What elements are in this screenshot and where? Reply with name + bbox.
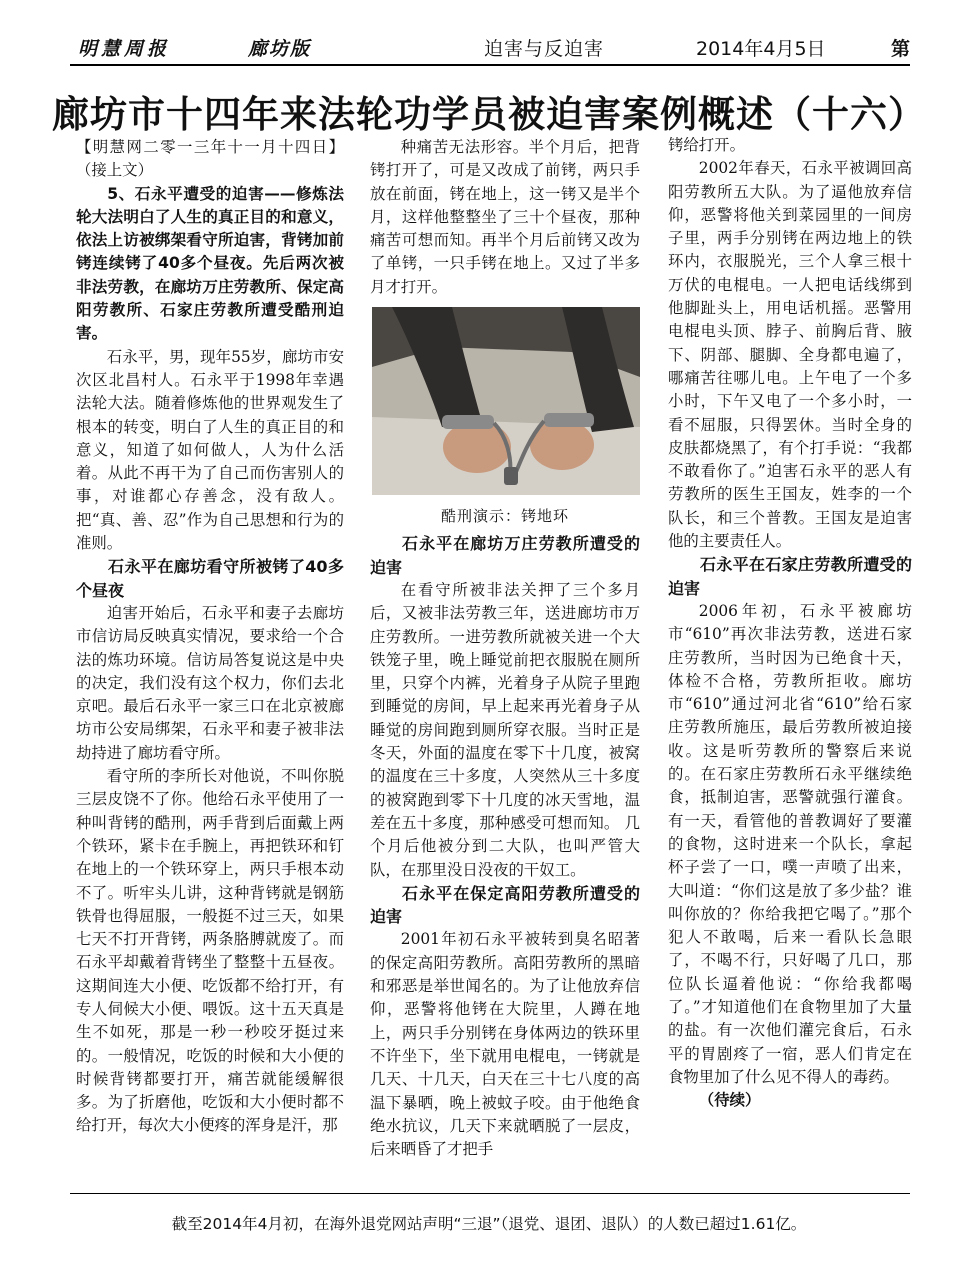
paragraph: 看守所的李所长对他说，不叫你脱三层皮饶不了你。他给石永平使用了一种叫背铐的酷刑，两手背到后面戴上两个铁环，紧卡在手腕上，再把铁环和钉在地上的一个铁环穿上，两只手根本动不了。听牢头儿讲，这种背铐就是钢筋铁骨也得屈服，一般挺不过三天，如果七天不打开背铐，两条胳膊就废了。而石永平却戴着背铐坐了整整十五昼夜。这期间连大小便、吃饭都不给打开，有专人伺候大小便、喂饭。这十五天真是生不如死，那是一秒一秒咬牙挺过来的。一般情况，吃饭的时候和大小便的时候背铐都要打开，痛苦就能缓解很多。为了折磨他，吃饭和大小便时都不给打开，每次大小便疼的浑身是汗，那 [76, 767, 344, 1135]
edition-name: 廊坊版 [248, 38, 312, 60]
paragraph: 石永平，男，现年55岁，廊坊市安次区北昌村人。石永平于1998年幸遇法轮大法。随着修炼他的世界观发生了根本的转变，明白了人生的真正目的和意义，知道了如何做人，人为什么活着。从此不再干为了自己而伤害别人的事，对谁都心存善念，没有敌人。把“真、善、忍”作为自己思想和行为的准则。 [76, 347, 344, 553]
footer-notice: 截至2014年4月初，在海外退党网站声明“三退”（退党、退团、退队）的人数已超过1.61亿。 [171, 1215, 807, 1233]
article-intro: 【明慧网二零一三年十一月十四日】（接上文） [76, 138, 344, 180]
paragraph: 2001年初石永平被转到臭名昭著的保定高阳劳教所。高阳劳教所的黑暗和邪恶是举世闻名的。为了让他放弃信仰，恶警将他铐在大院里，人蹲在地上，两只手分别铐在身体两边的铁环里不许坐下，坐下就用电棍电，一铐就是几天、十几天，白天在三十七八度的高温下暴晒，晚上被蚊子咬。由于他绝食绝水抗议，几天下来就晒脱了一层皮，后来晒昏了才把手 [370, 930, 640, 1159]
torture-demonstration-photo [372, 307, 640, 495]
photo-caption: 酷刑演示：铐地环 [440, 507, 569, 526]
paragraph: 铐给打开。 [668, 136, 745, 154]
subheading: 石永平在石家庄劳教所遭受的迫害 [668, 555, 912, 598]
column-3 [668, 134, 912, 1112]
paragraph: 在看守所被非法关押了三个多月后，又被非法劳教三年，送进廊坊市万庄劳教所。一进劳教所就被关进一个大铁笼子里，晚上睡觉前把衣服脱在厕所里，只穿个内裤，光着身子从院子里跑到睡觉的房间，早上起来再光着身子从睡觉的房间跑到厕所穿衣服。当时正是冬天，外面的温度在零下十几度，被窝的温度在三十多度，人突然从三十多度的被窝跑到零下十几度的冰天雪地，温差在五十多度，那种感受可想而知。 几个月后他被分到二大队，也叫严管大队，在那里没日没夜的干奴工。 [370, 580, 640, 879]
paragraph: 2002年春天，石永平被调回高阳劳教所五大队。为了逼他放弃信仰，恶警将他关到菜园里的一间房子里，两手分别铐在两边地上的铁环内，衣服脱光，三个人拿三根十万伏的电棍电。一人把电话线绑到他脚趾头上，用电话机摇。恶警用电棍电头顶、脖子、前胸后背、腋下、阴部、腿脚、全身都电遍了，哪痛苦往哪儿电。上午电了一个多小时，下午又电了一个多小时，一看不屈服，只得罢休。当时全身的皮肤都烧黑了，有个打手说：“我都不敢看你了。”迫害石永平的恶人有劳教所的医生王国友，姓李的一个队长，和三个普教。王国友是迫害他的主要责任人。 [668, 159, 912, 551]
paragraph: 迫害开始后，石永平和妻子去廊坊市信访局反映真实情况，要求给一个合法的炼功环境。信访局答复说这是中央的决定，我们没有这个权力，你们去北京吧。最后石永平一家三口在北京被廊坊市公安局绑架，石永平和妻子被非法劫持进了廊坊看守所。 [76, 603, 344, 762]
subheading: 石永平在保定高阳劳教所遭受的迫害 [370, 883, 640, 927]
header-rule [70, 64, 910, 66]
column-2 [370, 136, 640, 1161]
subheading: 石永平在廊坊看守所被铐了40多个昼夜 [76, 557, 344, 600]
paragraph: 种痛苦无法形容。半个月后，把背铐打开了，可是又改成了前铐，两只手放在前面，铐在地上，这一铐又是半个月，这样他整整坐了三十个昼夜，那种痛苦可想而知。再半个月后前铐又改为了单铐，一只手铐在地上。又过了半多月才打开。 [370, 138, 640, 296]
to-be-continued: （待续） [698, 1091, 761, 1110]
paragraph: 2006年初，石永平被廊坊市“610”再次非法劳教，送进石家庄劳教所，当时因为已绝食十天，体检不合格，劳教所拒收。廊坊市“610”通过河北省“610”给石家庄劳教所施压，最后劳教所被迫接收。这是听劳教所的警察后来说的。在石家庄劳教所石永平继续绝食，抵制迫害，恶警就强行灌食。有一天，看管他的普教调好了要灌的食物，这时进来一个队长，拿起杯子尝了一口，噗一声喷了出来，大叫道：“你们这是放了多少盐？谁叫你放的？你给我把它喝了。”那个犯人不敢喝，后来一看队长急眼了，不喝不行，只好喝了几口，那位队长逼着他说：“你给我都喝了。”才知道他们在食物里加了大量的盐。有一次他们灌完食后，石永平的胃剧疼了一宿，恶人们肯定在食物里加了什么见不得人的毒药。 [668, 601, 912, 1086]
newspaper-name: 明慧周报 [78, 38, 171, 60]
column-1 [76, 136, 344, 1138]
case-heading: 5、石永平遭受的迫害——修炼法轮大法明白了人生的真正目的和意义，依法上访被绑架看守所迫害，背铐加前铐连续铐了40多个昼夜。先后两次被非法劳教，在廊坊万庄劳教所、保定高阳劳教所、石家庄劳教所遭受酷刑迫害。 [76, 184, 344, 343]
issue-date: 2014年4月5日 [696, 38, 826, 60]
footer-rule [70, 1193, 910, 1194]
handcuffed-hands-illustration [372, 307, 640, 495]
subheading: 石永平在廊坊万庄劳教所遭受的迫害 [370, 534, 640, 577]
page-number: 第 [890, 38, 910, 60]
section-name: 迫害与反迫害 [484, 38, 605, 60]
page-header [70, 30, 910, 62]
article-title: 廊坊市十四年来法轮功学员被迫害案例概述（十六） [52, 93, 926, 136]
